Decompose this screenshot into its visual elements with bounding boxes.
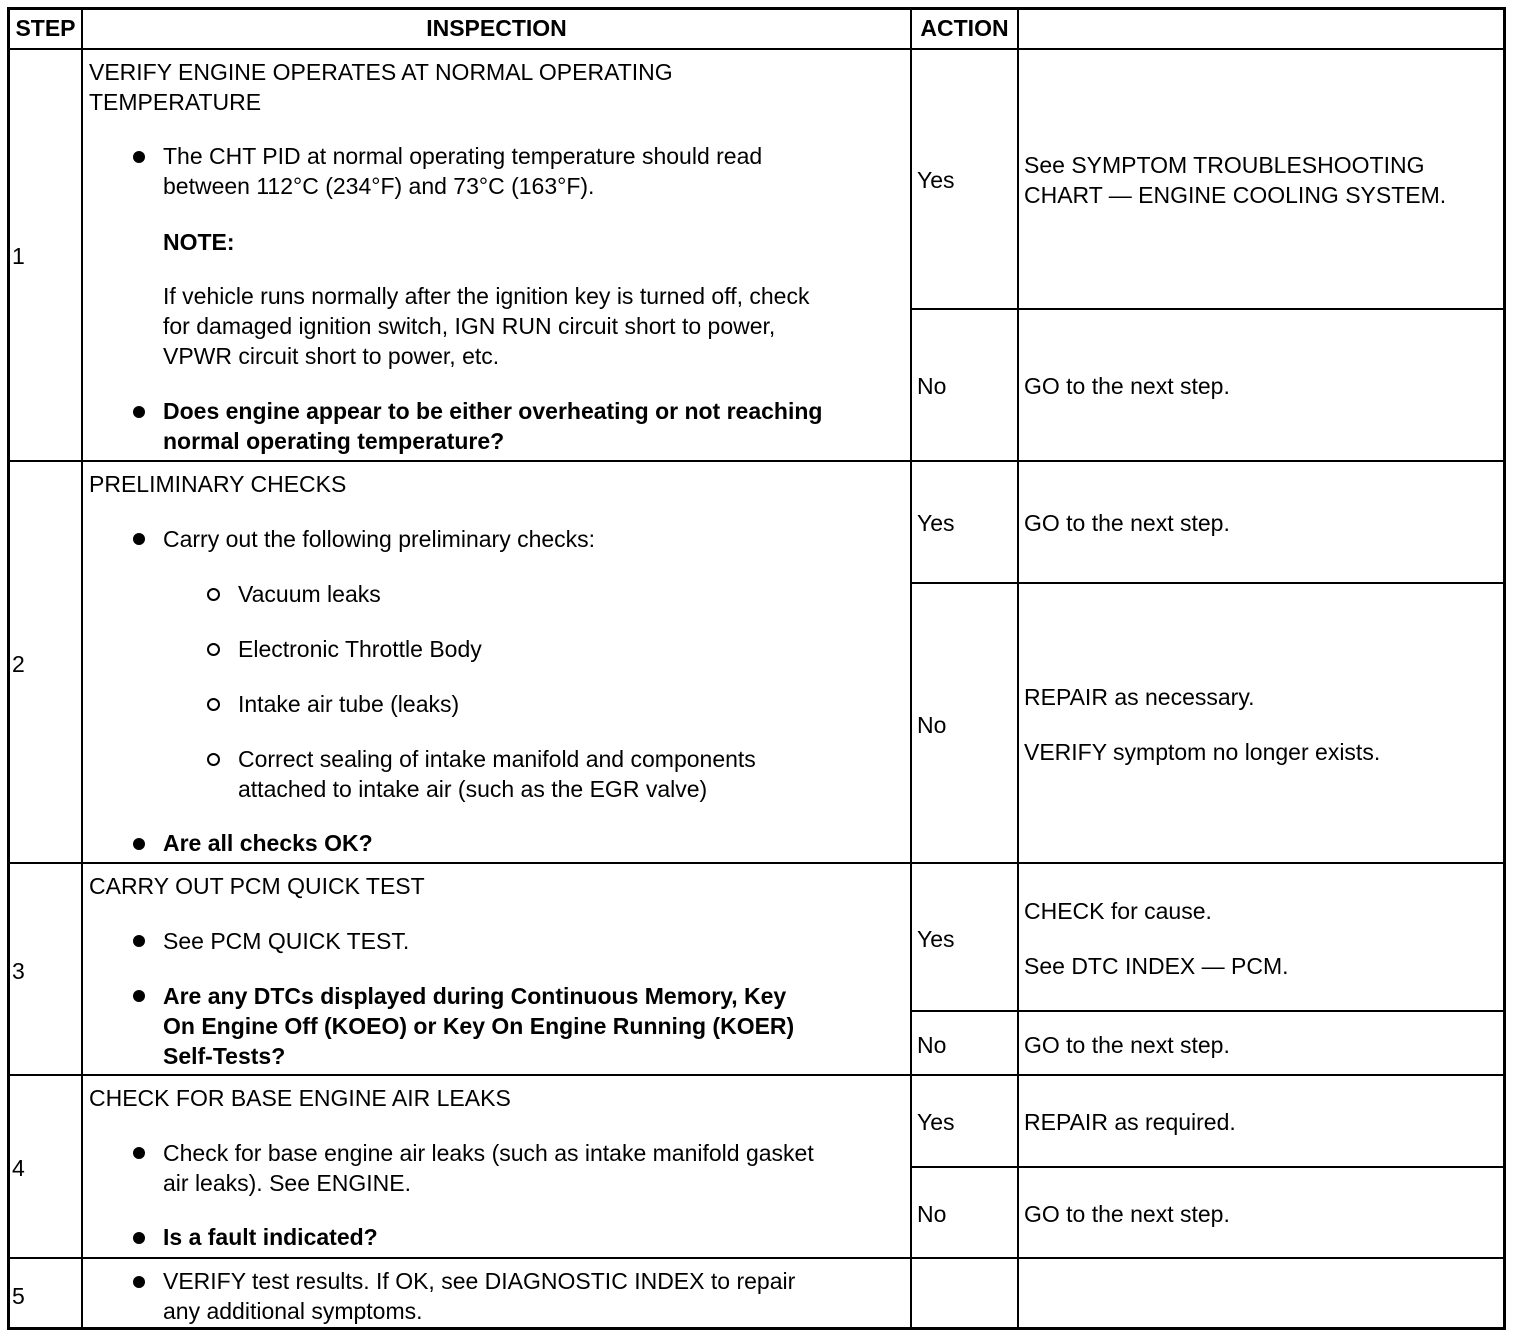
sub-bullet-icon [207, 643, 220, 656]
action-text: GO to the next step. [1024, 1201, 1230, 1227]
note-text: VPWR circuit short to power, etc. [163, 343, 500, 369]
sub-item: Vacuum leaks [238, 581, 381, 607]
instruction-text: air leaks). See ENGINE. [163, 1170, 411, 1196]
bullet-icon [133, 935, 145, 947]
row-divider [7, 1257, 1506, 1259]
step-number: 3 [12, 958, 25, 984]
question-text: Does engine appear to be either overheating or not reaching [163, 398, 823, 424]
header-action: ACTION [920, 15, 1009, 41]
question-text: Are all checks OK? [163, 830, 373, 856]
action-text: GO to the next step. [1024, 373, 1230, 399]
sub-bullet-icon [207, 588, 220, 601]
action-text: GO to the next step. [1024, 510, 1230, 536]
action-text: VERIFY symptom no longer exists. [1024, 739, 1381, 765]
column-divider [910, 7, 912, 1330]
action-text: See DTC INDEX — PCM. [1024, 953, 1289, 979]
step-title: VERIFY ENGINE OPERATES AT NORMAL OPERATING [89, 59, 673, 85]
instruction-text: Check for base engine air leaks (such as intake manifold gasket [163, 1140, 814, 1166]
bullet-icon [133, 1232, 145, 1244]
answer-yes: Yes [917, 510, 955, 536]
answer-yes: Yes [917, 1109, 955, 1135]
answer-no: No [917, 1201, 947, 1227]
answer-no: No [917, 373, 947, 399]
bullet-icon [133, 151, 145, 163]
bullet-icon [133, 1276, 145, 1288]
instruction-text: any additional symptoms. [163, 1298, 423, 1324]
question-text: Are any DTCs displayed during Continuous Memory, Key [163, 983, 787, 1009]
answer-no: No [917, 712, 947, 738]
column-divider [1017, 7, 1019, 1330]
step-title: TEMPERATURE [89, 89, 262, 115]
answer-no: No [917, 1032, 947, 1058]
step-number: 1 [12, 243, 25, 269]
bullet-icon [133, 533, 145, 545]
question-text: On Engine Off (KOEO) or Key On Engine Running (KOER) [163, 1013, 795, 1039]
instruction-text: See PCM QUICK TEST. [163, 928, 410, 954]
answer-yes: Yes [917, 926, 955, 952]
action-text: See SYMPTOM TROUBLESHOOTING [1024, 152, 1425, 178]
question-text: Is a fault indicated? [163, 1224, 378, 1250]
action-divider [910, 1166, 1506, 1168]
step-number: 5 [12, 1283, 25, 1309]
action-divider [910, 308, 1506, 310]
step-title: CARRY OUT PCM QUICK TEST [89, 873, 425, 899]
bullet-icon [133, 990, 145, 1002]
sub-bullet-icon [207, 698, 220, 711]
note-text: for damaged ignition switch, IGN RUN circuit short to power, [163, 313, 776, 339]
answer-yes: Yes [917, 167, 955, 193]
action-text: REPAIR as necessary. [1024, 684, 1255, 710]
sub-item: Electronic Throttle Body [238, 636, 482, 662]
action-text: CHECK for cause. [1024, 898, 1212, 924]
question-text: normal operating temperature? [163, 428, 505, 454]
instruction-text: Carry out the following preliminary checks: [163, 526, 596, 552]
sub-item: Intake air tube (leaks) [238, 691, 460, 717]
bullet-icon [133, 1147, 145, 1159]
instruction-text: VERIFY test results. If OK, see DIAGNOSTIC INDEX to repair [163, 1268, 796, 1294]
bullet-icon [133, 406, 145, 418]
action-text: CHART — ENGINE COOLING SYSTEM. [1024, 182, 1447, 208]
action-text: GO to the next step. [1024, 1032, 1230, 1058]
sub-bullet-icon [207, 753, 220, 766]
row-divider [7, 460, 1506, 462]
note-label: NOTE: [163, 229, 235, 255]
sub-item: Correct sealing of intake manifold and components [238, 746, 756, 772]
row-divider [7, 862, 1506, 864]
step-title: CHECK FOR BASE ENGINE AIR LEAKS [89, 1085, 511, 1111]
header-step: STEP [15, 15, 76, 41]
row-divider [7, 1074, 1506, 1076]
step-number: 2 [12, 651, 25, 677]
action-divider [910, 1010, 1506, 1012]
header-inspection: INSPECTION [426, 15, 567, 41]
step-number: 4 [12, 1155, 25, 1181]
bullet-icon [133, 838, 145, 850]
instruction-text: The CHT PID at normal operating temperature should read [163, 143, 763, 169]
column-divider [81, 7, 83, 1330]
step-title: PRELIMINARY CHECKS [89, 471, 347, 497]
note-text: If vehicle runs normally after the ignition key is turned off, check [163, 283, 810, 309]
question-text: Self-Tests? [163, 1043, 286, 1069]
row-divider [7, 48, 1506, 50]
instruction-text: between 112°C (234°F) and 73°C (163°F). [163, 173, 595, 199]
action-text: REPAIR as required. [1024, 1109, 1236, 1135]
sub-item: attached to intake air (such as the EGR valve) [238, 776, 708, 802]
action-divider [910, 582, 1506, 584]
